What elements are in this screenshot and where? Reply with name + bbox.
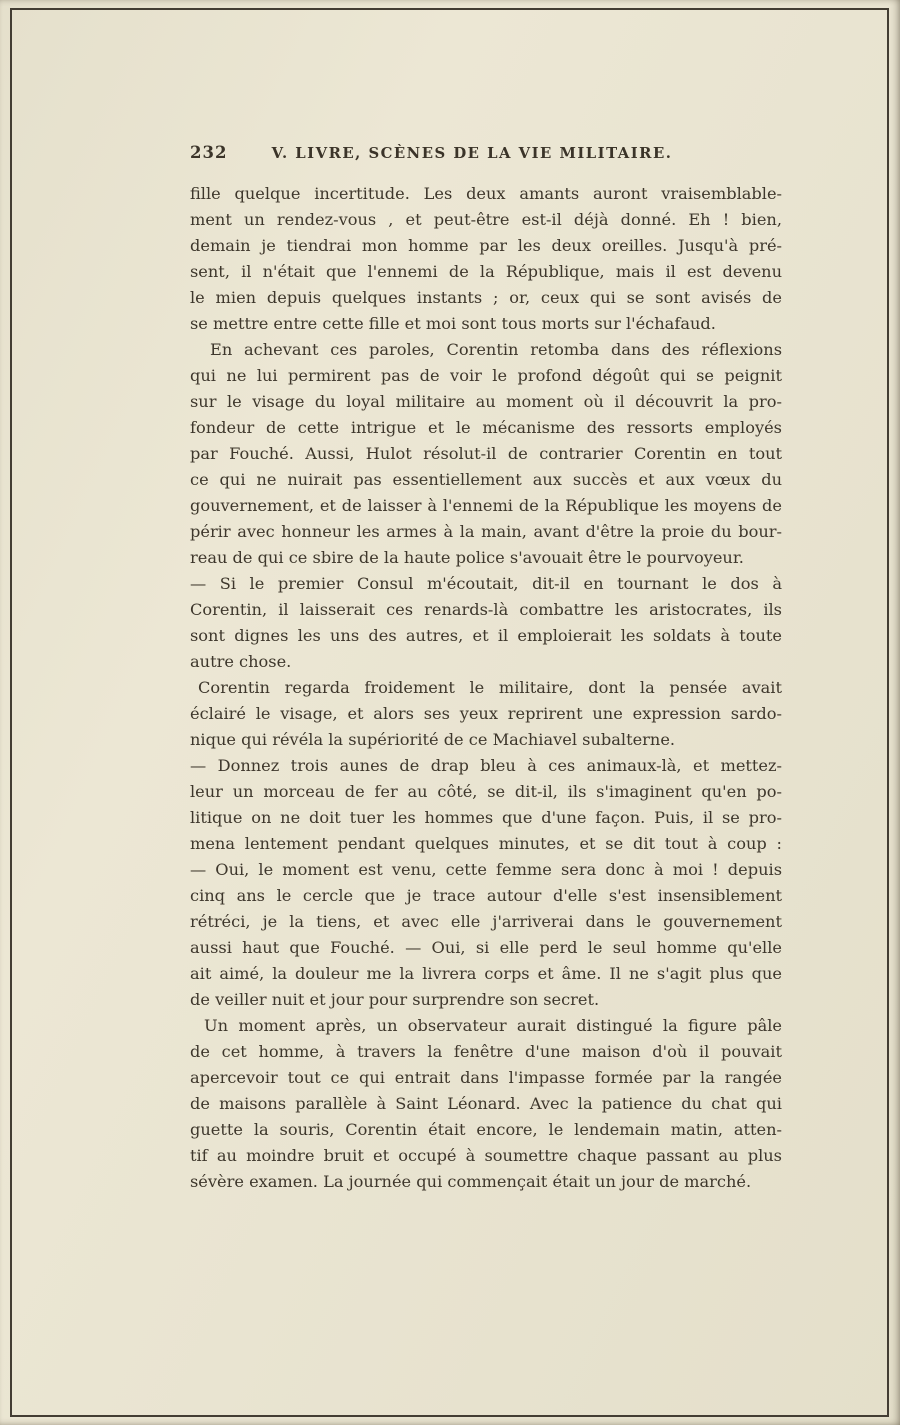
text-line: sont dignes les uns des autres, et il emploierait les soldats à toute [190,626,782,645]
text-line: Corentin regarda froidement le militaire, dont la pensée avait [198,678,782,697]
text-line: litique on ne doit tuer les hommes que d'une façon. Puis, il se pro- [190,808,782,827]
text-line: apercevoir tout ce qui entrait dans l'impasse formée par la rangée [190,1068,782,1087]
text-line: périr avec honneur les armes à la main, avant d'être la proie du bour- [190,522,782,541]
text-line: fondeur de cette intrigue et le mécanisme des ressorts employés [190,418,782,437]
text-line: mena lentement pendant quelques minutes, et se dit tout à coup : [190,834,782,853]
paragraph [190,753,782,1013]
text-line: tif au moindre bruit et occupé à soumettre chaque passant au plus [190,1146,782,1165]
text-line: demain je tiendrai mon homme par les deux oreilles. Jusqu'à pré- [190,236,782,255]
paragraph [190,337,782,571]
page-number: 232 [190,143,228,162]
text-line: ce qui ne nuirait pas essentiellement aux succès et aux vœux du [190,470,782,489]
text-line: sur le visage du loyal militaire au moment où il découvrit la pro- [190,392,782,411]
text-line: guette la souris, Corentin était encore, le lendemain matin, atten- [190,1120,782,1139]
text-line: Corentin, il laisserait ces renards-là combattre les aristocrates, ils [190,600,782,619]
page-header [190,142,782,166]
text-line: de maisons parallèle à Saint Léonard. Avec la patience du chat qui [190,1094,782,1113]
text-line: éclairé le visage, et alors ses yeux reprirent une expression sardo- [190,704,782,723]
text-line: fille quelque incertitude. Les deux amants auront vraisemblable- [190,184,782,203]
paragraph [190,1013,782,1195]
text-line: sent, il n'était que l'ennemi de la République, mais il est devenu [190,262,782,281]
text-line: de cet homme, à travers la fenêtre d'une maison d'où il pouvait [190,1042,782,1061]
text-line: En achevant ces paroles, Corentin retomba dans des réflexions [210,340,782,359]
text-line: cinq ans le cercle que je trace autour d'elle s'est insensiblement [190,886,782,905]
running-title: V. LIVRE, SCÈNES DE LA VIE MILITAIRE. [271,145,673,162]
text-line: gouvernement, et de laisser à l'ennemi de la République les moyens de [190,496,782,515]
text-line: de veiller nuit et jour pour surprendre son secret. [190,990,600,1009]
page-content [190,142,782,1195]
text-line: — Si le premier Consul m'écoutait, dit-il en tournant le dos à [190,574,782,593]
text-line: aussi haut que Fouché. — Oui, si elle perd le seul homme qu'elle [190,938,782,957]
text-line: autre chose. [190,652,292,671]
text-line: le mien depuis quelques instants ; or, ceux qui se sont avisés de [190,288,782,307]
text-line: reau de qui ce sbire de la haute police s'avouait être le pourvoyeur. [190,548,744,567]
paragraph [190,181,782,337]
text-line: ment un rendez-vous , et peut-être est-il déjà donné. Eh ! bien, [190,210,782,229]
text-line: nique qui révéla la supériorité de ce Machiavel subalterne. [190,730,676,749]
text-line: — Oui, le moment est venu, cette femme sera donc à moi ! depuis [190,860,782,879]
paragraph [190,571,782,675]
text-line: se mettre entre cette fille et moi sont tous morts sur l'échafaud. [190,314,716,333]
text-block [190,181,782,1195]
text-line: par Fouché. Aussi, Hulot résolut-il de contrarier Corentin en tout [190,444,782,463]
text-line: rétréci, je la tiens, et avec elle j'arriverai dans le gouvernement [190,912,782,931]
text-line: sévère examen. La journée qui commençait était un jour de marché. [190,1172,752,1191]
text-line: qui ne lui permirent pas de voir le profond dégoût qui se peignit [190,366,782,385]
text-line: ait aimé, la douleur me la livrera corps et âme. Il ne s'agit plus que [190,964,782,983]
text-line: — Donnez trois aunes de drap bleu à ces animaux-là, et mettez- [190,756,782,775]
paragraph [190,675,782,753]
text-line: Un moment après, un observateur aurait distingué la figure pâle [204,1016,782,1035]
text-line: leur un morceau de fer au côté, se dit-il, ils s'imaginent qu'en po- [190,782,782,801]
